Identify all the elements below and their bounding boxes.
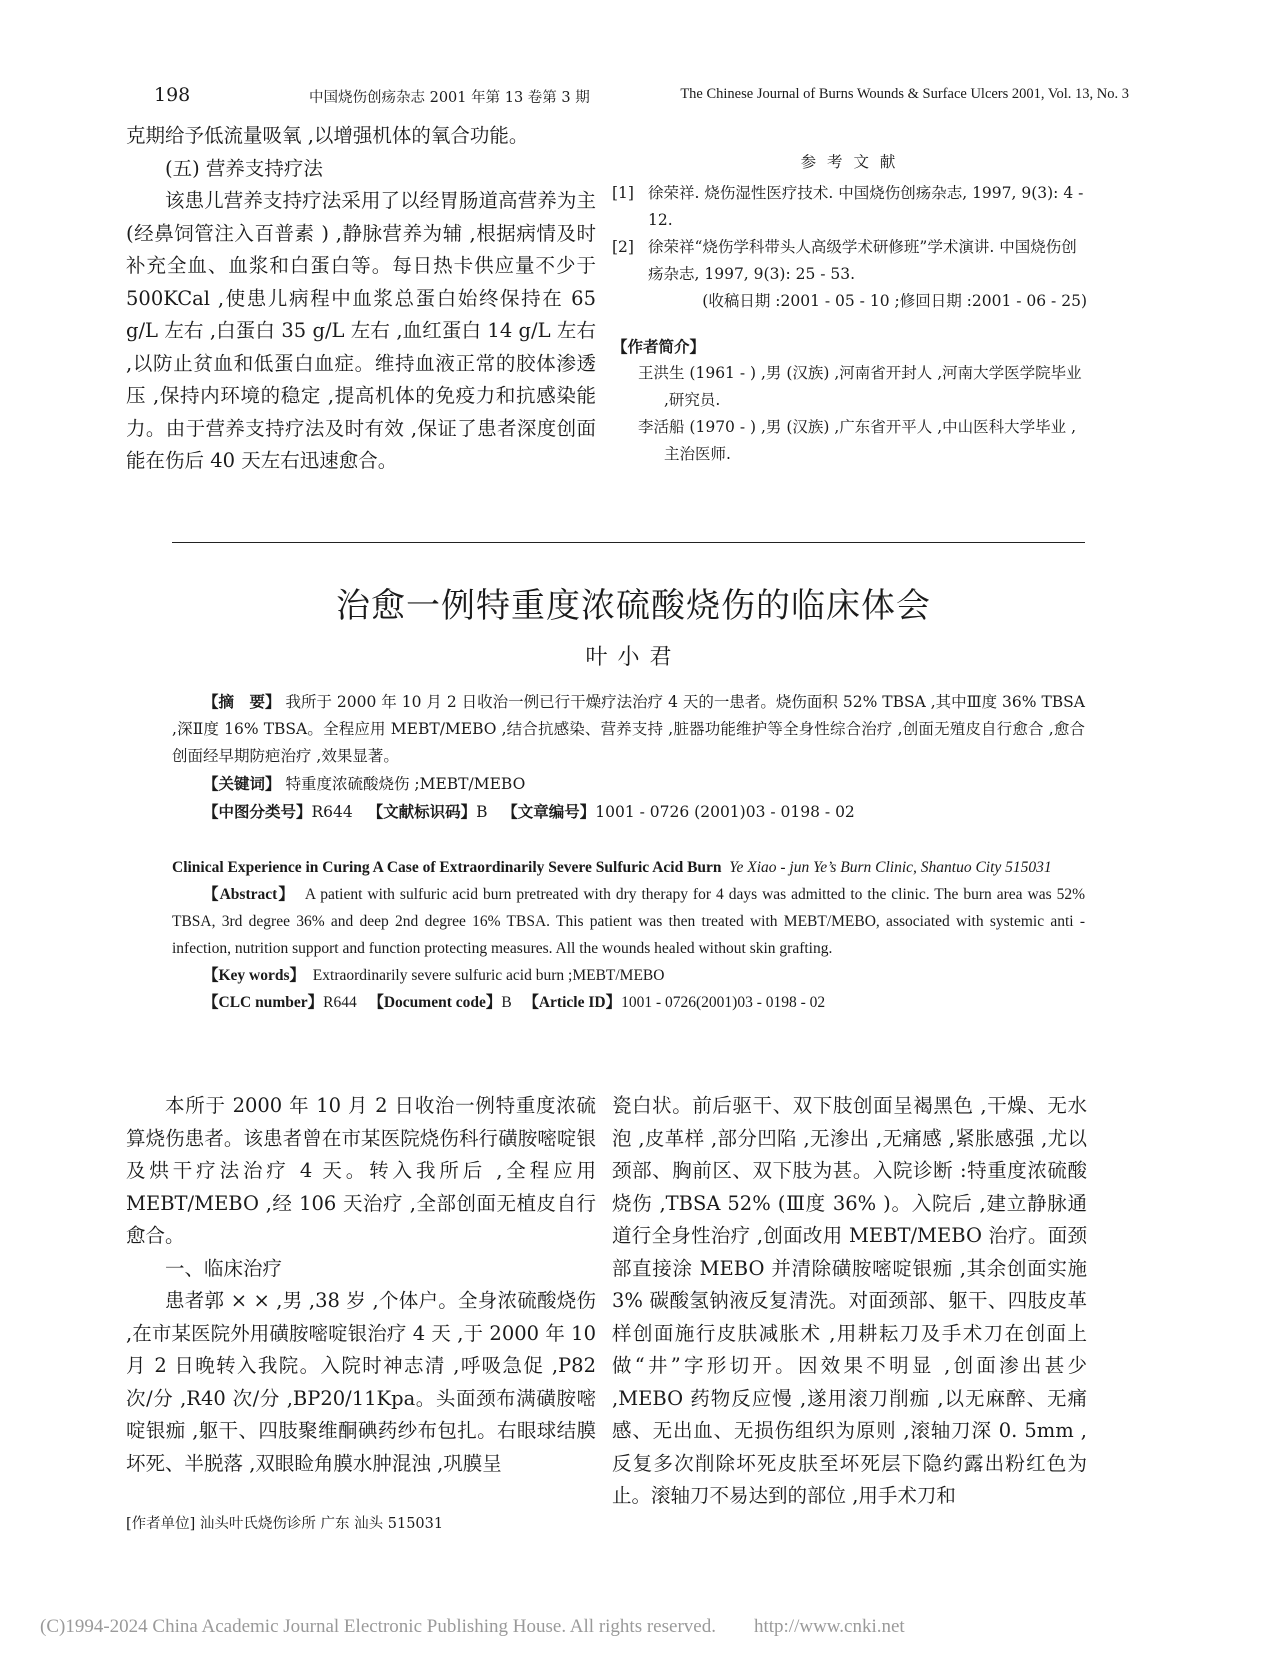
en-doc-value: B (501, 994, 512, 1011)
keywords-cn (172, 770, 1085, 798)
section-heading: 一、临床治疗 (165, 1256, 283, 1280)
received-date: (收稿日期 :2001 - 05 - 10 ;修回日期 :2001 - 06 - 25) (702, 292, 1087, 310)
en-keywords-text: Extraordinarily severe sulfuric acid burn ;MEBT/MEBO (312, 967, 665, 984)
en-clc-value: R644 (323, 994, 357, 1011)
body-line: 克期给予低流量吸氧 ,以增强机体的氧合功能。 (126, 124, 529, 147)
en-id-value: 1001 - 0726(2001)03 - 0198 - 02 (621, 994, 826, 1011)
body-right-column (612, 1090, 1087, 1513)
reference-tag: [1] (612, 184, 634, 202)
article-no-label: 【文章编号】 (502, 802, 596, 821)
reference-text: 徐荣祥“烧伤学科带头人高级学术研修班”学术演讲. 中国烧伤创疡杂志, 1997, 9(3): 25 - 53. (648, 238, 1077, 283)
running-header (154, 84, 1129, 112)
body-paragraph: 瓷白状。前后驱干、双下肢创面呈褐黑色 ,干燥、无水泡 ,皮革样 ,部分凹陷 ,无渗出 ,无痛感 ,紧胀感强 ,尤以颈部、胸前区、双下肢为甚。入院诊断 :特重度浓硫酸烧伤 ,TBSA 52% (Ⅲ度 36% )。入院后 ,建立静脉通道行全身性治疗 ,创面改用 MEBT/MEBO 治疗。面颈部直接涂 MEBO 并清除磺胺嘧啶银痂 ,其余创面实施 3% 碳酸氢钠液反复清洗。对面颈部、躯干、四肢皮革样创面施行皮肤减胀术 ,用耕耘刀及手术刀在创面上做“井”字形切开。因效果不明显 ,创面渗出甚少 ,MEBO 药物反应慢 ,遂用滚刀削痂 ,以无麻醉、无痛感、无出血、无损伤组织为原则 ,滚轴刀深 0. 5mm ,反复多次削除坏死皮肤至坏死层下隐约露出粉红色为止。滚轴刀不易达到的部位 ,用手术刀和 (612, 1094, 1087, 1507)
body-left-column (126, 1090, 596, 1480)
copyright-notice: (C)1994-2024 China Academic Journal Electronic Publishing House. All rights reserved. http://www.cnki.net (40, 1616, 905, 1637)
article-author: 叶小君 (585, 645, 682, 670)
en-doc-label: 【Document code】 (368, 994, 502, 1011)
reference-item (612, 234, 1087, 288)
author-bio: 王洪生 (1961 - ) ,男 (汉族) ,河南省开封人 ,河南大学医学院毕业 ,研究员. (638, 364, 1082, 409)
abstract-text: 我所于 2000 年 10 月 2 日收治一例已行干燥疗法治疗 4 天的一患者。烧伤面积 52% TBSA ,其中Ⅲ度 36% TBSA ,深Ⅱ度 16% TBSA。全程应用 MEBT/MEBO ,结合抗感染、营养支持 ,脏器功能维护等全身性综合治疗 ,创面无殖皮自行愈合 ,愈合创面经早期防疤治疗 ,效果显著。 (172, 693, 1085, 765)
keywords-en (172, 962, 1085, 989)
abstract-en (172, 881, 1085, 962)
author-bio: 李活船 (1970 - ) ,男 (汉族) ,广东省开平人 ,中山医科大学毕业 ,主治医师. (638, 418, 1076, 463)
en-keywords-label: 【Key words】 (203, 967, 306, 984)
classification-en (172, 989, 1085, 1016)
keywords-label: 【关键词】 (203, 774, 281, 793)
abstract-label: 【摘 要】 (203, 692, 281, 711)
abstract-en-block (172, 854, 1085, 1016)
abstract-cn-block (172, 688, 1085, 826)
journal-name-en: The Chinese Journal of Burns Wounds & Surface Ulcers 2001, Vol. 13, No. 3 (680, 86, 1129, 102)
reference-item (612, 180, 1087, 234)
prev-article-left-column (126, 120, 596, 478)
section-heading: (五) 营养支持疗法 (165, 156, 323, 180)
article-divider (172, 542, 1085, 543)
en-title-line (172, 854, 1085, 881)
en-id-label: 【Article ID】 (523, 994, 622, 1011)
article-no-value: 1001 - 0726 (2001)03 - 0198 - 02 (595, 803, 855, 821)
doc-code-value: B (476, 803, 488, 821)
en-abstract-text: A patient with sulfuric acid burn pretreated with dry therapy for 4 days was admitted to the clinic. The burn area was 52% TBSA, 3rd degree 36% and deep 2nd degree 16% TBSA. This patient was then treated with MEBT/MEBO, associated with systemic anti - infection, nutrition support and function protecting measures. All the wounds healed without skin grafting. (172, 886, 1086, 957)
reference-text: 徐荣祥. 烧伤湿性医疗技术. 中国烧伤创疡杂志, 1997, 9(3): 4 - 12. (648, 184, 1084, 229)
references-title: 参 考 文 献 (800, 153, 899, 171)
body-paragraph: 该患儿营养支持疗法采用了以经胃肠道高营养为主 (经鼻饲管注入百普素 ) ,静脉营养为辅 ,根据病情及时补充全血、血浆和白蛋白等。每日热卡供应量不少于 500KCal ,使患儿病程中血浆总蛋白始终保持在 65 g/L 左右 ,白蛋白 35 g/L 左右 ,血红蛋白 14 g/L 左右 ,以防止贫血和低蛋白血症。维持血液正常的胶体渗透压 ,保持内环境的稳定 ,提高机体的免疫力和抗感染能力。由于营养支持疗法及时有效 ,保证了患者深度创面能在伤后 40 天左右迅速愈合。 (126, 189, 596, 472)
affiliation-footnote: [作者单位] 汕头叶氏烧伤诊所 广东 汕头 515031 (126, 1516, 444, 1532)
author-intro-label: 【作者简介】 (612, 337, 706, 356)
classification-cn (172, 798, 1085, 826)
article-title: 治愈一例特重度浓硫酸烧伤的临床体会 (336, 586, 931, 626)
journal-name-cn: 中国烧伤创疡杂志 2001 年第 13 卷第 3 期 (309, 90, 590, 106)
clc-value: R644 (311, 803, 353, 821)
prev-article-right-column (612, 150, 1087, 468)
body-paragraph: 本所于 2000 年 10 月 2 日收治一例特重度浓硫算烧伤患者。该患者曾在市某医院烧伤科行磺胺嘧啶银及烘干疗法治疗 4 天。转入我所后 ,全程应用 MEBT/MEBO ,经 106 天治疗 ,全部创面无植皮自行愈合。 (126, 1094, 596, 1247)
doc-code-label: 【文献标识码】 (367, 802, 477, 821)
en-clc-label: 【CLC number】 (203, 994, 324, 1011)
reference-tag: [2] (612, 238, 634, 256)
clc-label: 【中图分类号】 (203, 802, 312, 821)
en-title: Clinical Experience in Curing A Case of Extraordinarily Severe Sulfuric Acid Burn (172, 859, 722, 876)
keywords-text: 特重度浓硫酸烧伤 ;MEBT/MEBO (285, 775, 526, 793)
author-intro (612, 333, 1087, 468)
en-abstract-label: 【Abstract】 (203, 886, 295, 903)
en-author: Ye Xiao - jun Ye’s Burn Clinic, Shantuo City 515031 (729, 859, 1052, 876)
body-paragraph: 患者郭 × × ,男 ,38 岁 ,个体户。全身浓硫酸烧伤 ,在市某医院外用磺胺嘧啶银治疗 4 天 ,于 2000 年 10 月 2 日晚转入我院。入院时神志清 ,呼吸急促 ,P82 次/分 ,R40 次/分 ,BP20/11Kpa。头面颈布满磺胺嘧啶银痂 ,躯干、四肢聚维酮碘药纱布包扎。右眼球结膜坏死、半脱落 ,双眼睑角膜水肿混浊 ,巩膜呈 (126, 1289, 596, 1475)
page-number: 198 (154, 84, 191, 106)
abstract-cn (172, 688, 1085, 770)
